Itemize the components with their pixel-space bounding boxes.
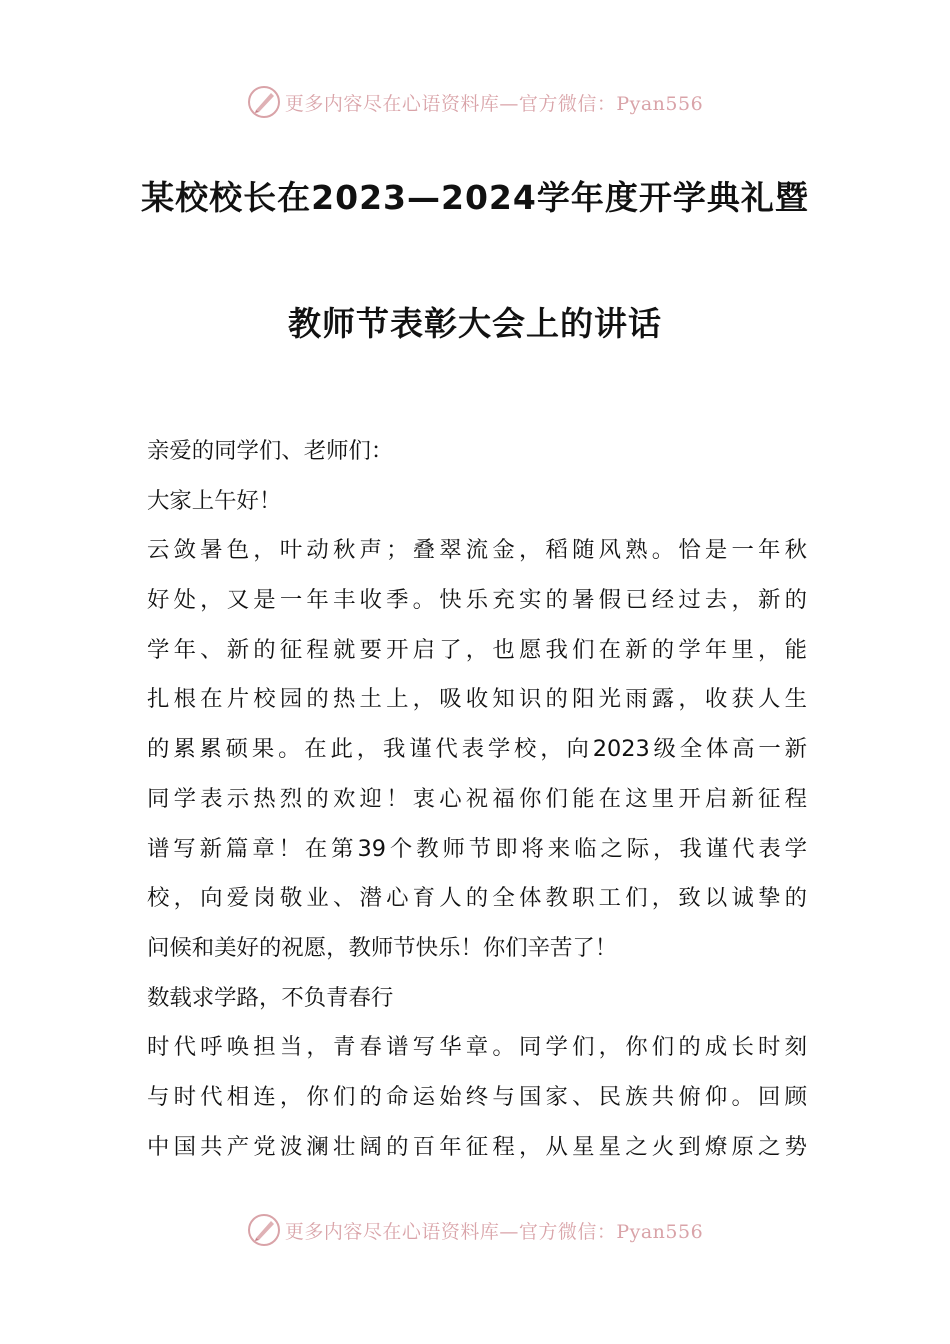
- text-line: 的累累硕果。在此，我谨代表学校，向2023级全体高一新: [147, 736, 807, 763]
- quill-seal-icon: [247, 1213, 281, 1247]
- speech-body: [147, 427, 807, 1172]
- text-line: 学年、新的征程就要开启了，也愿我们在新的学年里，能: [147, 636, 807, 663]
- text-line: 校，向爱岗敬业、潜心育人的全体教职工们，致以诚挚的: [147, 885, 807, 912]
- text-line: 同学表示热烈的欢迎！衷心祝福你们能在这里开启新征程: [147, 785, 807, 812]
- text-line: 扎根在片校园的热土上，吸收知识的阳光雨露，收获人生: [147, 686, 807, 713]
- watermark-footer: [0, 1210, 950, 1250]
- quill-seal-icon: [247, 85, 281, 119]
- watermark-text: 更多内容尽在心语资料库—官方微信：Pyan556: [284, 92, 704, 115]
- section-heading: 数载求学路，不负青春行: [147, 984, 394, 1011]
- text-line: 亲爱的同学们、老师们：: [147, 438, 394, 464]
- text-line: 好处，又是一年丰收季。快乐充实的暑假已经过去，新的: [147, 587, 807, 614]
- document-title-line-2: 教师节表彰大会上的讲话: [288, 304, 662, 343]
- text-line: 云敛暑色，叶动秋声；叠翠流金，稻随风熟。恰是一年秋: [147, 537, 807, 564]
- watermark-text: 更多内容尽在心语资料库—官方微信：Pyan556: [284, 1220, 704, 1243]
- text-line: 问候和美好的祝愿，教师节快乐！你们辛苦了！: [147, 934, 618, 961]
- text-line: 大家上午好！: [147, 487, 282, 514]
- text-line: 时代呼唤担当，青春谱写华章。同学们，你们的成长时刻: [147, 1034, 807, 1061]
- document-title-line-1: 某校校长在2023—2024学年度开学典礼暨: [141, 178, 809, 217]
- text-line: 中国共产党波澜壮阔的百年征程，从星星之火到燎原之势: [147, 1133, 807, 1160]
- text-line: 与时代相连，你们的命运始终与国家、民族共俯仰。回顾: [147, 1083, 807, 1110]
- watermark-header: [0, 82, 950, 122]
- text-line: 谱写新篇章！在第39个教师节即将来临之际，我谨代表学: [147, 835, 807, 862]
